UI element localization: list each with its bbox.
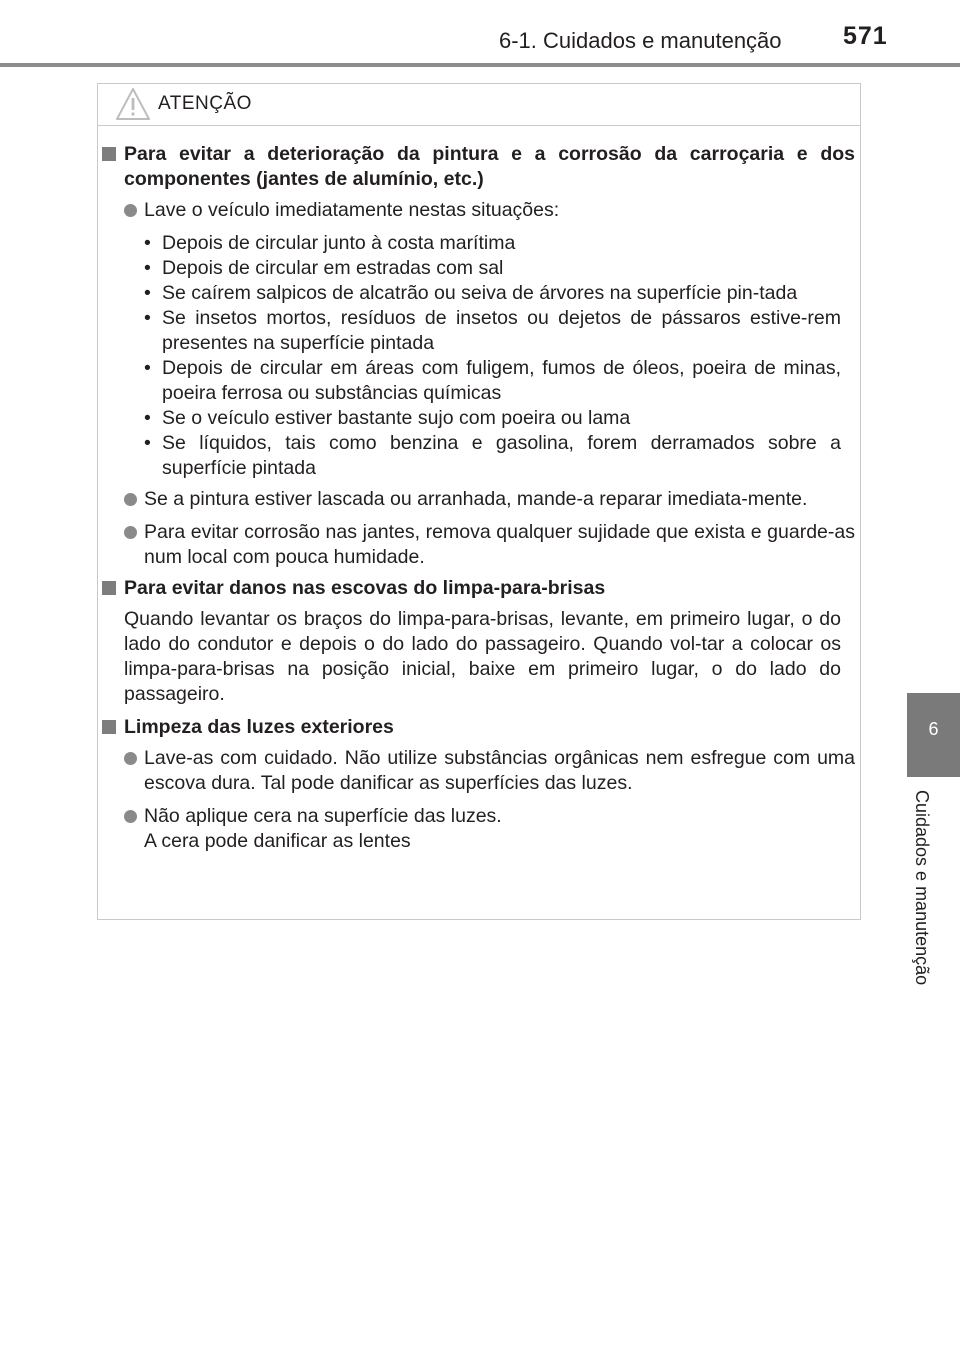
sub-list-item: • Se líquidos, tais como benzina e gasolina, forem derramados sobre a superfície pintada — [144, 432, 841, 479]
chapter-title: Cuidados e manutenção — [912, 790, 932, 986]
circle-bullet-icon — [124, 526, 137, 539]
sub-list-item: • Depois de circular junto à costa marítima — [144, 232, 516, 254]
section-heading-lights: Limpeza das luzes exteriores — [100, 715, 855, 740]
page-number: 571 — [843, 22, 888, 50]
section-heading-paint: Para evitar a deterioração da pintura e a corrosão da carroçaria e dos componentes (jantes de alumínio, etc.) — [100, 142, 855, 192]
square-bullet-icon — [102, 147, 116, 161]
caution-header — [98, 84, 860, 126]
sub-list-item: • Se caírem salpicos de alcatrão ou seiva de árvores na superfície pin-tada — [144, 282, 798, 304]
square-bullet-icon — [102, 720, 116, 734]
section-heading-wipers: Para evitar danos nas escovas do limpa-para-brisas — [100, 576, 855, 601]
list-item: Se a pintura estiver lascada ou arranhada, mande-a reparar imediata-mente. — [100, 487, 855, 512]
circle-bullet-icon — [124, 752, 137, 765]
list-item: Para evitar corrosão nas jantes, remova qualquer sujidade que exista e guarde-as num local com pouca humidade. — [100, 520, 855, 570]
sub-list-item: • Depois de circular em áreas com fuligem, fumos de óleos, poeira de minas, poeira ferrosa ou substâncias químicas — [144, 357, 841, 404]
list-item: Lave o veículo imediatamente nestas situações: — [100, 198, 855, 223]
caution-title: ATENÇÃO — [158, 93, 252, 114]
circle-bullet-icon — [124, 493, 137, 506]
square-bullet-icon — [102, 581, 116, 595]
chapter-title-vertical — [911, 790, 941, 1020]
note-text: A cera pode danificar as lentes — [144, 830, 411, 852]
chapter-number: 6 — [928, 719, 939, 739]
list-item: Lave-as com cuidado. Não utilize substâncias orgânicas nem esfregue com uma escova dura. Tal pode danificar as superfícies das luzes. — [100, 746, 855, 796]
caution-content — [100, 142, 855, 854]
sub-list-item: • Depois de circular em estradas com sal — [144, 257, 504, 279]
header-rule — [0, 63, 960, 67]
sub-list-item: • Se insetos mortos, resíduos de insetos ou dejetos de pássaros estive-rem presentes na superfície pintada — [144, 307, 841, 354]
list-item: Não aplique cera na superfície das luzes. — [100, 804, 855, 829]
circle-bullet-icon — [124, 810, 137, 823]
sub-list-item: • Se o veículo estiver bastante sujo com poeira ou lama — [144, 407, 631, 429]
chapter-tab[interactable] — [907, 693, 960, 777]
section-title: 6-1. Cuidados e manutenção — [499, 28, 782, 53]
circle-bullet-icon — [124, 204, 137, 217]
paragraph: Quando levantar os braços do limpa-para-brisas, levante, em primeiro lugar, o do lado do condutor e depois o do lado do passageiro. Quando vol-tar a colocar os limpa-para-brisas na posição inicial, baixe em primeiro lugar, o do lado do passageiro. — [124, 608, 841, 705]
warning-triangle-icon — [115, 87, 151, 121]
